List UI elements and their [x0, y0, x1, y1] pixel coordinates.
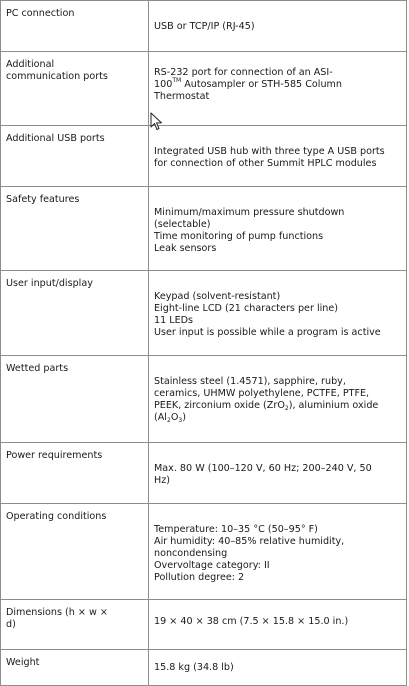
- spec-label-line: Dimensions (h × w ×: [6, 607, 108, 618]
- spec-value-line: noncondensing: [154, 548, 228, 559]
- spec-label: [1, 600, 149, 650]
- spec-value: [149, 187, 407, 271]
- spec-value-line: Minimum/maximum pressure shutdown: [154, 207, 345, 218]
- spec-value: [149, 356, 407, 443]
- spec-row-communication-ports: [1, 52, 407, 126]
- spec-row-wetted-parts: [1, 356, 407, 443]
- spec-label: User input/display: [1, 271, 149, 356]
- spec-value-line: RS-232 port for connection of an ASI-: [154, 67, 333, 78]
- spec-value-line: 19 × 40 × 38 cm (7.5 × 15.8 × 15.0 in.): [154, 616, 349, 627]
- spec-label: [1, 52, 149, 126]
- spec-row-weight: [1, 650, 407, 686]
- spec-value: [149, 1, 407, 52]
- spec-value-line: PEEK, zirconium oxide (ZrO$_2$), aluminium oxide: [154, 400, 379, 412]
- spec-label-line: Additional: [6, 59, 55, 70]
- spec-row-pc-connection: [1, 1, 407, 52]
- spec-value-line: USB or TCP/IP (RJ-45): [154, 21, 255, 32]
- spec-value-line: Hz): [154, 475, 170, 486]
- spec-value-line: Pollution degree: 2: [154, 572, 245, 583]
- spec-value-line: Stainless steel (1.4571), sapphire, ruby,: [154, 376, 346, 387]
- spec-value: [149, 600, 407, 650]
- spec-row-safety-features: [1, 187, 407, 271]
- spec-value-line: Eight-line LCD (21 characters per line): [154, 303, 338, 314]
- spec-label: Wetted parts: [1, 356, 149, 443]
- spec-row-operating-conditions: [1, 504, 407, 600]
- spec-value-line: 15.8 kg (34.8 lb): [154, 662, 234, 673]
- spec-value: [149, 650, 407, 686]
- spec-row-user-input: [1, 271, 407, 356]
- spec-value-line: Integrated USB hub with three type A USB ports: [154, 146, 385, 157]
- spec-value-line: 100™ Autosampler or STH-585 Column: [154, 77, 342, 90]
- spec-row-usb-ports: [1, 126, 407, 187]
- spec-value-line: (selectable): [154, 219, 211, 230]
- spec-label: Power requirements: [1, 443, 149, 504]
- spec-value-line: Leak sensors: [154, 243, 217, 254]
- spec-value-line: Keypad (solvent-resistant): [154, 291, 281, 302]
- spec-value: [149, 126, 407, 187]
- spec-label: Safety features: [1, 187, 149, 271]
- spec-value-line: Max. 80 W (100–120 V, 60 Hz; 200–240 V, 50: [154, 463, 372, 474]
- spec-label: Operating conditions: [1, 504, 149, 600]
- spec-value-line: Air humidity: 40–85% relative humidity,: [154, 536, 345, 547]
- spec-value-line: ceramics, UHMW polyethylene, PCTFE, PTFE,: [154, 388, 370, 399]
- spec-value-line: User input is possible while a program is active: [154, 327, 381, 338]
- spec-label-line: d): [6, 619, 16, 630]
- spec-value: [149, 443, 407, 504]
- spec-value-line: Time monitoring of pump functions: [154, 231, 324, 242]
- spec-value: [149, 504, 407, 600]
- spec-label: PC connection: [1, 1, 149, 52]
- spec-value-line: Overvoltage category: II: [154, 560, 270, 571]
- spec-label: Weight: [1, 650, 149, 686]
- spec-label: Additional USB ports: [1, 126, 149, 187]
- spec-value: [149, 271, 407, 356]
- spec-row-dimensions: [1, 600, 407, 650]
- spec-value-line: for connection of other Summit HPLC modules: [154, 158, 377, 169]
- spec-value-line: Thermostat: [154, 91, 210, 102]
- spec-row-power: [1, 443, 407, 504]
- spec-value-line: $(Al_2O_3)$: [154, 412, 186, 424]
- spec-label-line: communication ports: [6, 71, 108, 82]
- spec-value-line: Temperature: 10–35 °C (50–95° F): [154, 524, 318, 535]
- spec-value: [149, 52, 407, 126]
- spec-value-line: 11 LEDs: [154, 315, 194, 326]
- trademark-superscript: TM: [172, 77, 182, 84]
